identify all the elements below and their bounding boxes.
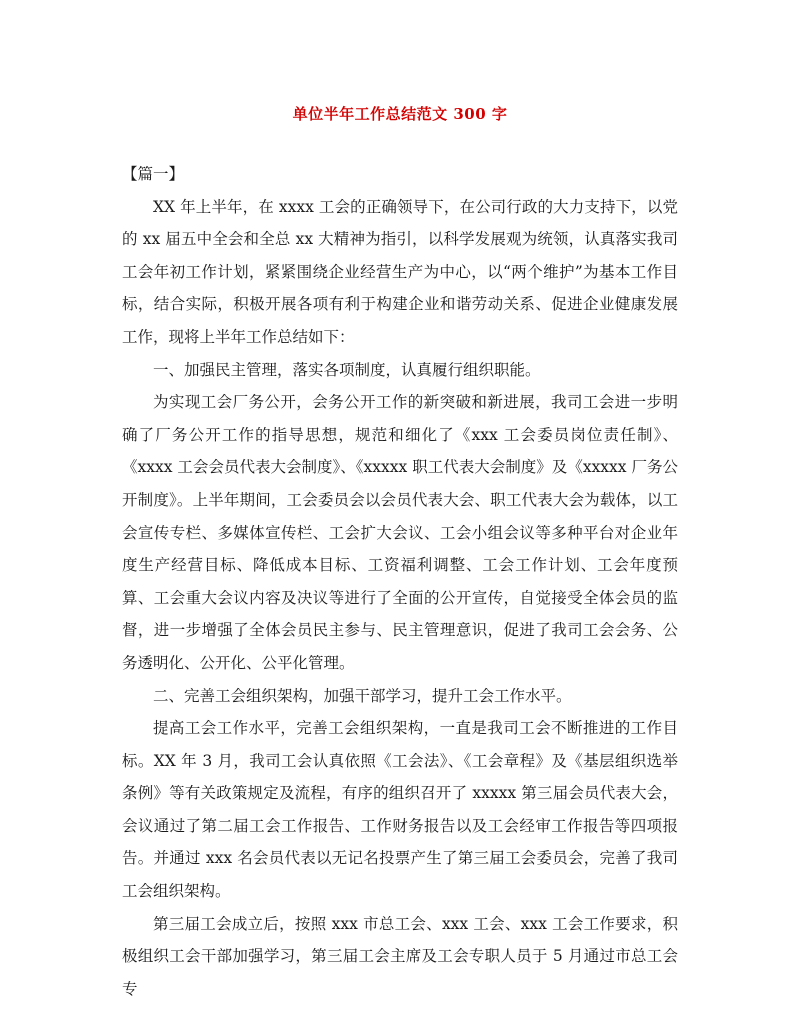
paragraph-heading-1: 一、加强民主管理，落实各项制度，认真履行组织职能。 (153, 360, 541, 379)
paragraph-disclosure: 为实现工会厂务公开，会务公开工作的新突破和新进展，我司工会进一步明确了厂务公开工作的指导思想，规范和细化了《xxx 工会委员岗位责任制》、《xxxx 工会会员代表大会制度》、《xxxxx 职工代表大会制度》及《xxxxx 厂务公开制度》。上半年期间，工会委员会以会员代表大会、职工代表大会为载体，以工会宣传专栏、多媒体宣传栏、工会扩大会议、工会小组会议等多种平台对企业年度生产经营目标、降低成本目标、工资福利调整、工会工作计划、工会年度预算、工会重大会议内容及决议等进行了全面的公开宣传，自觉接受全体会员的监督，进一步增强了全体会员民主参与、民主管理意识，促进了我司工会会务、公务透明化、公开化、公平化管理。 (122, 393, 678, 672)
paragraph-organization: 提高工会工作水平，完善工会组织架构，一直是我司工会不断推进的工作目标。XX 年 3 月，我司工会认真依照《工会法》、《工会章程》及《基层组织选举条例》等有关政策规定及流程，有序的组织召开了 xxxxx 第三届会员代表大会，会议通过了第二届工会工作报告、工作财务报告以及工会经审工作报告等四项报告。并通过 xxx 名会员代表以无记名投票产生了第三届工会委员会，完善了我司工会组织架构。 (122, 719, 678, 901)
paragraph-heading-2: 二、完善工会组织架构，加强干部学习，提升工会工作水平。 (153, 686, 572, 705)
paragraph-intro: XX 年上半年，在 xxxx 工会的正确领导下，在公司行政的大力支持下，以党的 xx 届五中全会和全总 xx 大精神为指引，以科学发展观为统领，认真落实我司工会年初工作计划，紧紧围绕企业经营生产为中心，以“两个维护”为基本工作目标，结合实际，积极开展各项有利于构建企业和谐劳动关系、促进企业健康发展工作，现将上半年工作总结如下： (122, 197, 678, 346)
section-heading: 【篇一】 (122, 165, 185, 183)
paragraph-training: 第三届工会成立后，按照 xxx 市总工会、xxx 工会、xxx 工会工作要求，积极组织工会干部加强学习，第三届工会主席及工会专职人员于 5 月通过市总工会专 (122, 914, 678, 998)
document-title: 单位半年工作总结范文 300 字 (292, 105, 508, 123)
document-body (122, 158, 678, 1005)
